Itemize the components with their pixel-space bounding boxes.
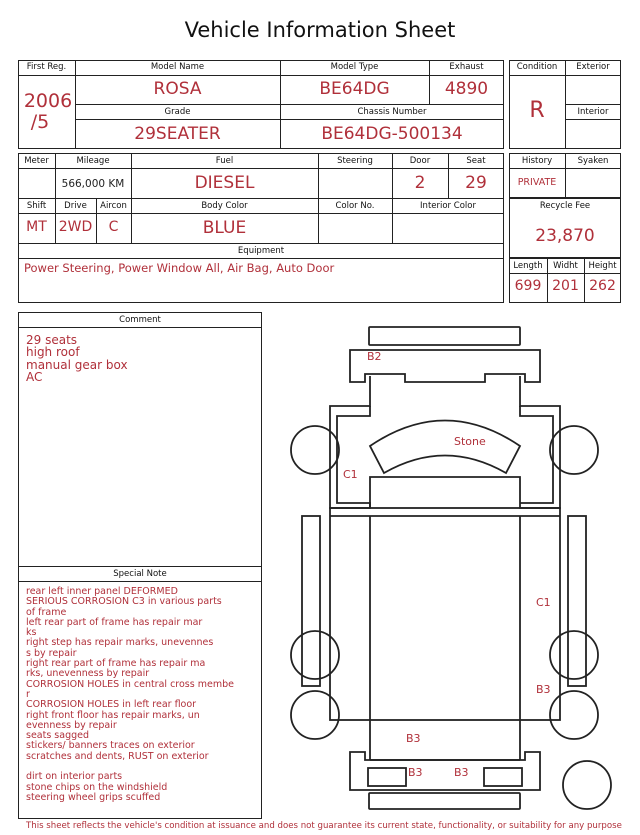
drive-value: 2WD bbox=[58, 219, 93, 235]
model-type-label: Model Type bbox=[330, 62, 379, 72]
aircon-label: Aircon bbox=[100, 201, 127, 211]
equipment-label: Equipment bbox=[237, 246, 285, 256]
interior-color-label: Interior Color bbox=[420, 201, 476, 211]
damage-mark-b3-rear-left: B3 bbox=[408, 766, 423, 779]
height-label: Height bbox=[588, 261, 617, 271]
windshield bbox=[370, 421, 520, 474]
grade-value: 29SEATER bbox=[134, 124, 221, 144]
seat-value: 29 bbox=[465, 173, 487, 193]
mileage-label: Mileage bbox=[76, 156, 110, 166]
damage-mark-b3-center: B3 bbox=[406, 732, 421, 745]
condition-value: R bbox=[529, 98, 545, 123]
first-reg-month: /5 bbox=[30, 111, 50, 133]
shift-label: Shift bbox=[26, 201, 47, 211]
syaken-label: Syaken bbox=[577, 156, 609, 166]
comment-text: 29 seats high roof manual gear box AC bbox=[26, 333, 128, 385]
recycle-fee-value: 23,870 bbox=[535, 226, 595, 246]
model-type-value: BE64DG bbox=[319, 79, 390, 99]
wheel-rear-left-outer bbox=[291, 691, 339, 739]
disclaimer-footer: This sheet reflects the vehicle's condition at issuance and does not guarantee its current state, functionality, or suitability for any purpose bbox=[26, 821, 622, 831]
rear-panel bbox=[350, 752, 540, 790]
interior-label: Interior bbox=[577, 107, 609, 117]
first-reg-label: First Reg. bbox=[26, 62, 67, 72]
history-label: History bbox=[521, 156, 553, 166]
width-value: 201 bbox=[552, 278, 579, 294]
vehicle-damage-diagram bbox=[280, 320, 625, 815]
wheel-rear-right bbox=[550, 631, 598, 679]
rear-bumper bbox=[369, 793, 520, 809]
condition-label: Condition bbox=[516, 62, 558, 72]
fuel-value: DIESEL bbox=[194, 173, 255, 193]
damage-mark-stone: Stone bbox=[454, 435, 486, 448]
damage-mark-b3-rear-right: B3 bbox=[454, 766, 469, 779]
wheel-front-right bbox=[550, 426, 598, 474]
step-left bbox=[302, 516, 320, 686]
step-right bbox=[568, 516, 586, 686]
rear-light-right bbox=[484, 768, 522, 786]
aircon-value: C bbox=[108, 219, 119, 235]
door-value: 2 bbox=[414, 173, 426, 193]
spare-wheel bbox=[563, 761, 611, 809]
body-color-value: BLUE bbox=[202, 218, 247, 238]
grade-label: Grade bbox=[164, 107, 191, 117]
damage-mark-c1-right: C1 bbox=[536, 596, 551, 609]
height-value: 262 bbox=[589, 278, 616, 294]
color-no-label: Color No. bbox=[335, 201, 375, 211]
door-label: Door bbox=[409, 156, 431, 166]
length-value: 699 bbox=[514, 278, 542, 294]
special-note-text: rear left inner panel DEFORMED SERIOUS CORROSION C3 in various parts of frame left rear part of frame has repair mar ks right step has repair marks, unevennes s by repair right rear part of frame has repair ma rks, unevenness by repair CORROSION HOLES in central cross membe r CORROSION HOLES in left rear floor right front floor has repair marks, un evenness by repair seats sagged stickers/ banners traces on exterior scratches and dents, RUST on exterior dirt on interior parts stone chips on the windshield steering wheel grips scuffed bbox=[26, 586, 234, 803]
exhaust-value: 4890 bbox=[444, 79, 489, 99]
damage-mark-c1-left: C1 bbox=[343, 468, 358, 481]
meter-label: Meter bbox=[24, 156, 49, 166]
steering-label: Steering bbox=[337, 156, 373, 166]
comment-label: Comment bbox=[119, 315, 161, 325]
width-label: Widht bbox=[553, 261, 578, 271]
equipment-value: Power Steering, Power Window All, Air Bag, Auto Door bbox=[24, 261, 335, 275]
history-value: PRIVATE bbox=[517, 177, 557, 188]
body-roof bbox=[330, 508, 560, 720]
rear-light-left bbox=[368, 768, 406, 786]
shift-value: MT bbox=[26, 219, 47, 235]
recycle-fee-label: Recycle Fee bbox=[539, 201, 591, 211]
sheet-title: Vehicle Information Sheet bbox=[184, 18, 456, 42]
length-label: Length bbox=[513, 261, 543, 271]
damage-mark-b2: B2 bbox=[367, 350, 382, 363]
first-reg-year: 2006 bbox=[23, 90, 73, 112]
fuel-label: Fuel bbox=[215, 156, 234, 166]
model-name-value: ROSA bbox=[153, 79, 202, 99]
seat-label: Seat bbox=[466, 156, 486, 166]
special-note-label: Special Note bbox=[113, 569, 167, 579]
damage-mark-b3-right: B3 bbox=[536, 683, 551, 696]
exhaust-label: Exhaust bbox=[449, 62, 484, 72]
wheel-front-left bbox=[291, 426, 339, 474]
exterior-label: Exterior bbox=[576, 62, 610, 72]
model-name-label: Model Name bbox=[150, 62, 205, 72]
front-bumper bbox=[369, 327, 520, 345]
cab-outline bbox=[330, 376, 560, 508]
body-color-label: Body Color bbox=[201, 201, 248, 211]
chassis-number-value: BE64DG-500134 bbox=[321, 124, 463, 144]
drive-label: Drive bbox=[64, 201, 87, 211]
mileage-value: 566,000 KM bbox=[61, 178, 125, 190]
wheel-rear-left bbox=[291, 631, 339, 679]
wheel-rear-right-outer bbox=[550, 691, 598, 739]
chassis-number-label: Chassis Number bbox=[357, 107, 427, 117]
